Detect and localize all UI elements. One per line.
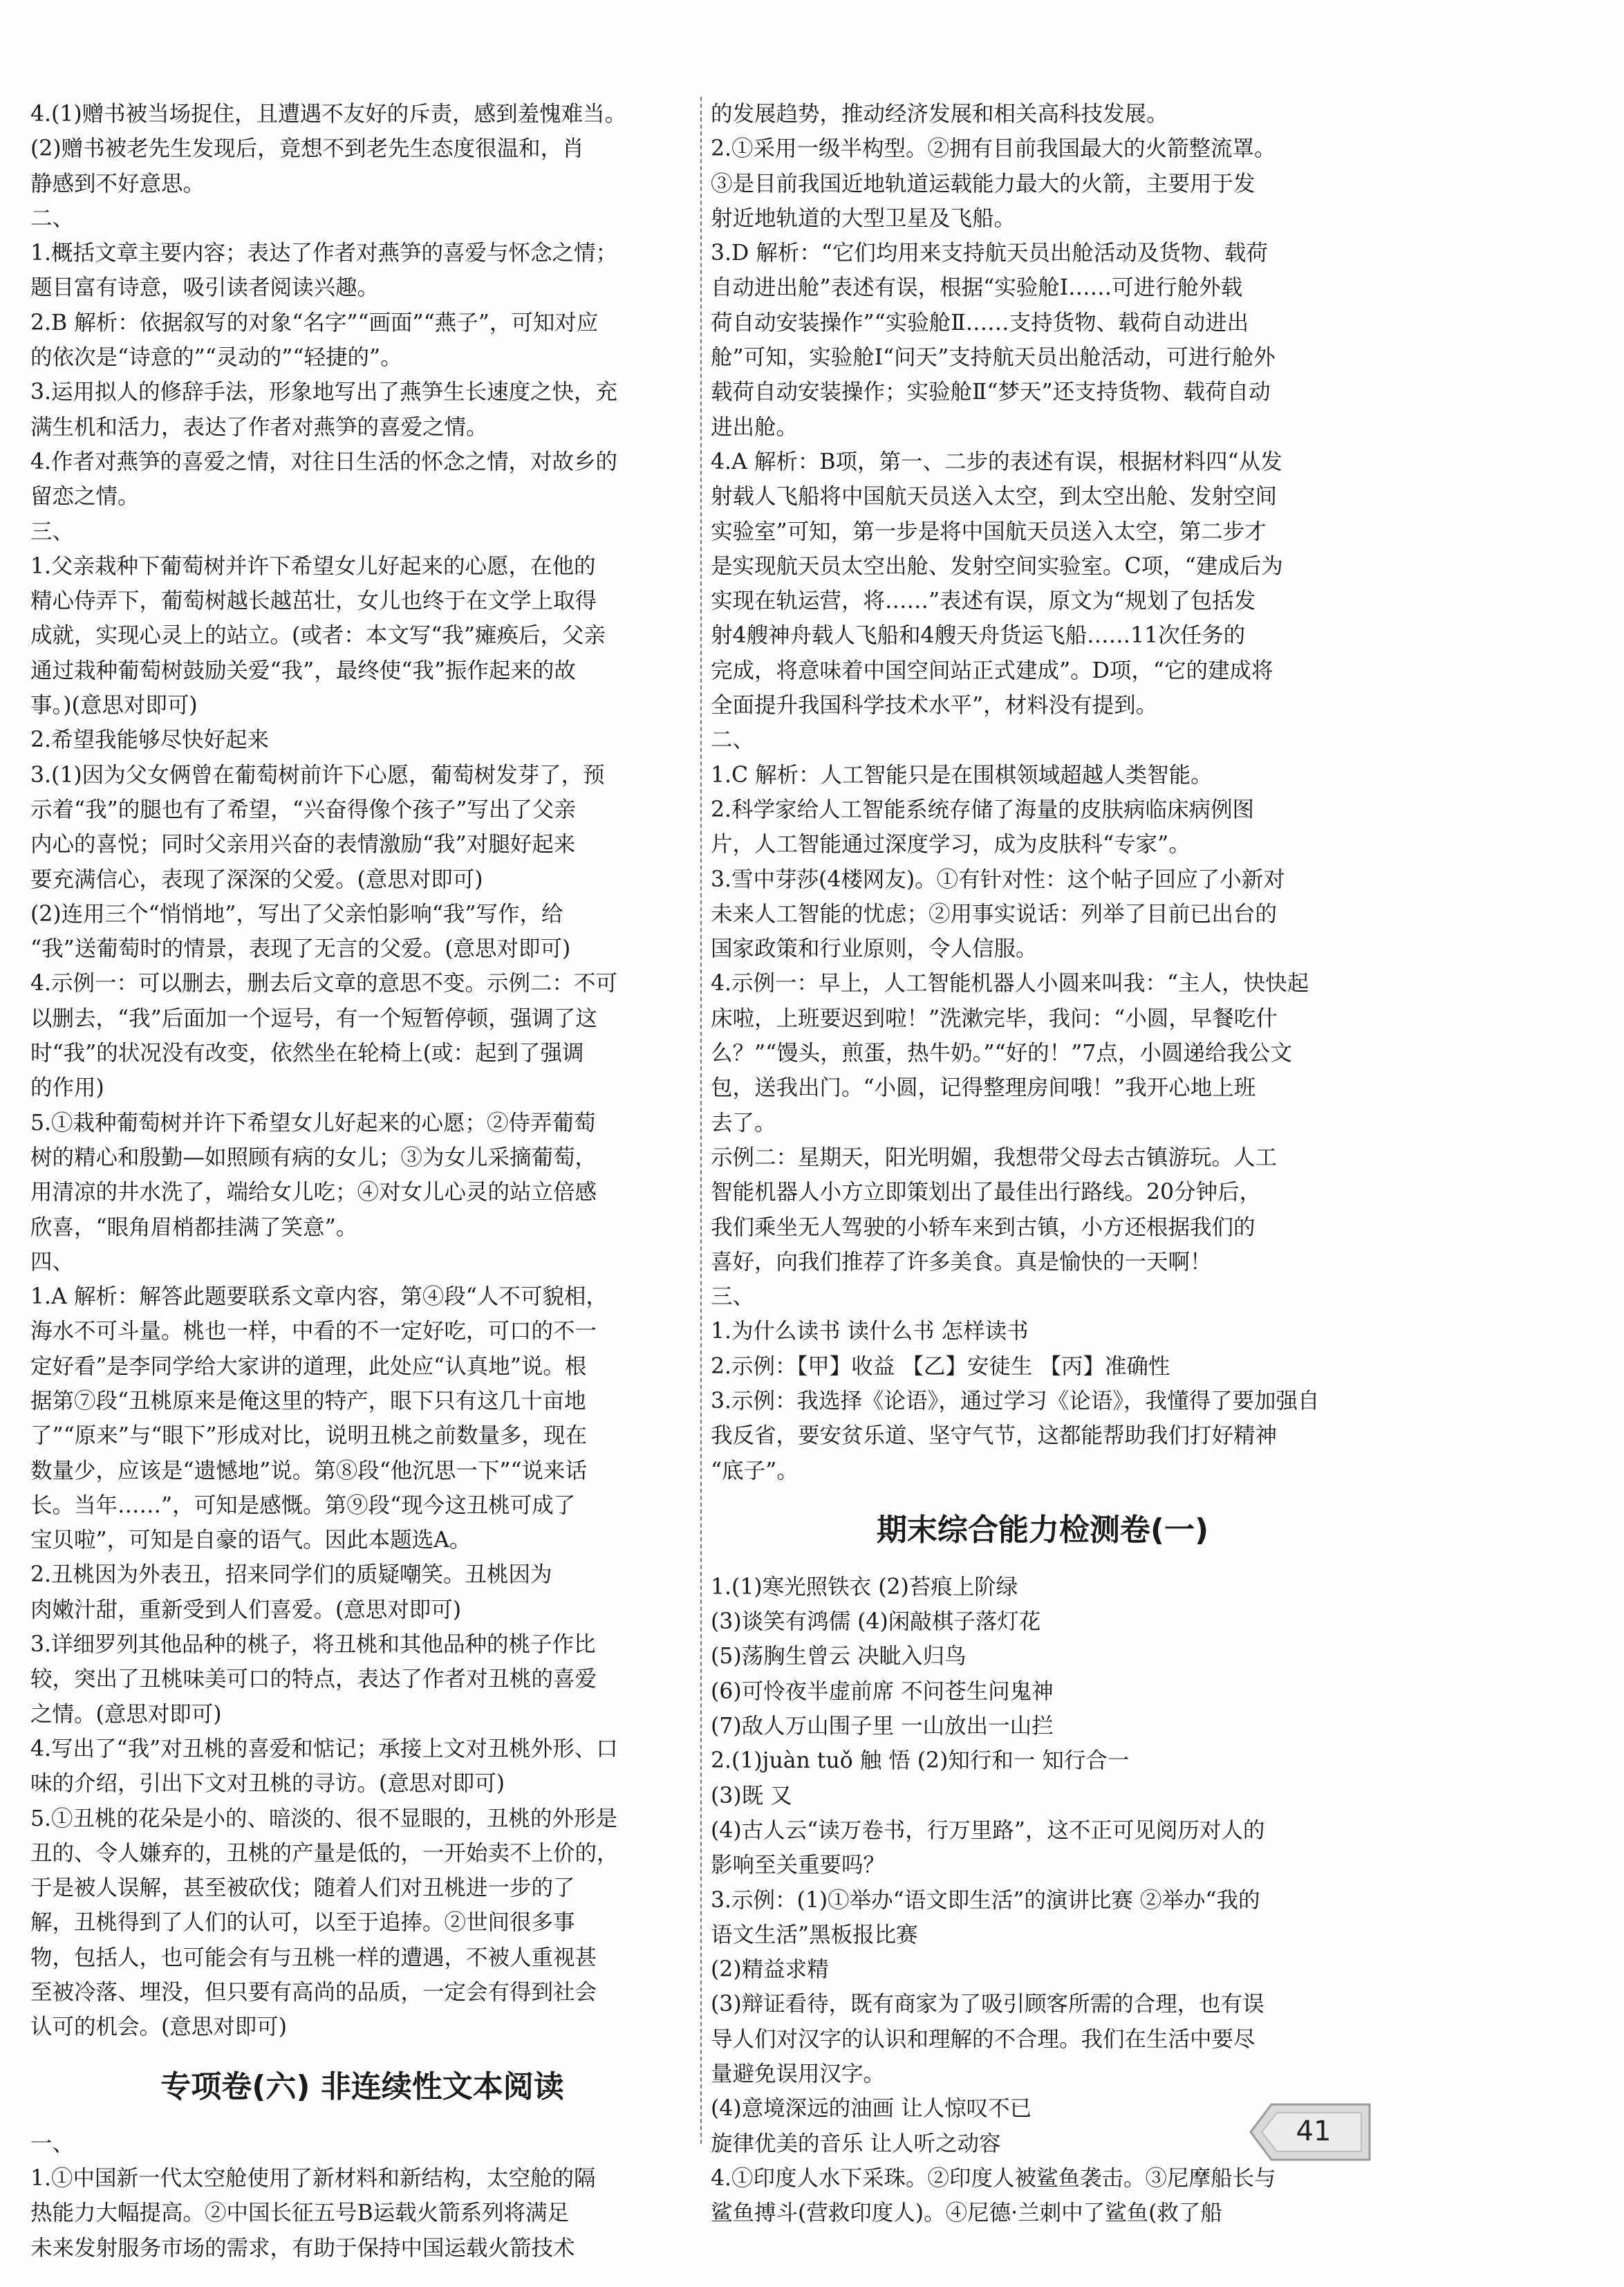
answer-line: 影响至关重要吗？ [711,1853,886,1878]
answer-line: 静感到不好意思。 [30,171,205,196]
answer-line: 导人们对汉字的认识和理解的不合理。我们在生活中要尽 [711,2026,1256,2052]
page-number: 41 [1296,2115,1332,2147]
answer-line: 完成，将意味着中国空间站正式建成”。D项，“它的建成将 [711,658,1273,683]
answer-line: 射4艘神舟载人飞船和4艘天舟货运飞船……11次任务的 [711,623,1246,649]
right-column [711,97,1374,2231]
answer-line: 旋律优美的音乐 让人听之动容 [711,2131,1001,2156]
answer-line: 长。当年……”，可知是感慨。第⑨段“现今这丑桃可成了 [30,1492,576,1518]
answer-line: 未来人工智能的忧虑；②用事实说话：列举了目前已出台的 [711,901,1278,927]
answer-line: (3)既 又 [711,1783,792,1808]
answer-line: 的发展趋势，推动经济发展和相关高科技发展。 [711,102,1168,127]
answer-line: 量避免误用汉字。 [711,2062,886,2087]
answer-line: 4.A 解析：B项，第一、二步的表述有误，根据材料四“从发 [711,449,1282,474]
answer-line: 3.D 解析：“它们均用来支持航天员出舱活动及货物、载荷 [711,241,1268,266]
answer-line: 舱”可知，实验舱Ⅰ“问天”支持航天员出舱活动，可进行舱外 [711,345,1276,371]
answer-line: (3)谈笑有鸿儒 (4)闲敲棋子落灯花 [711,1609,1041,1635]
section-heading-left: 专项卷(六) 非连续性文本阅读 [160,2068,564,2104]
answer-line: 2.①采用一级半构型。②拥有目前我国最大的火箭整流罩。 [711,136,1276,162]
answer-line: 成就，实现心灵上的站立。(或者：本文写“我”瘫痪后，父亲 [30,623,606,649]
answer-line: 2.希望我能够尽快好起来 [30,728,270,753]
answer-line: 全面提升我国科学技术水平”，材料没有提到。 [711,693,1158,719]
answer-line: 2.(1)juàn tuǒ 触 悟 (2)知行和一 知行合一 [711,1748,1130,1774]
answer-line: 的作用) [30,1075,104,1101]
answer-line: (2)连用三个“悄悄地”，写出了父亲怕影响“我”写作，给 [30,901,563,927]
answer-line: 肉嫩汁甜，重新受到人们喜爱。(意思对即可) [30,1597,462,1622]
answer-line: 3.运用拟人的修辞手法，形象地写出了燕笋生长速度之快，充 [30,380,618,405]
answer-line: 至被冷落、埋没，但只要有高尚的品质，一定会有得到社会 [30,1980,597,2006]
answer-line: 我反省，要安贫乐道、坚守气节，这都能帮助我们打好精神 [711,1423,1278,1449]
answer-line: (4)古人云“读万卷书，行万里路”，这不正可见阅历对人的 [711,1817,1265,1843]
answer-line: 数量少，应该是“遗憾地”说。第⑧段“他沉思一下”“说来话 [30,1458,588,1483]
answer-line: 二、 [30,205,75,231]
answer-line: 1.父亲栽种下葡萄树并许下希望女儿好起来的心愿，在他的 [30,553,596,579]
answer-line: 1.概括文章主要内容；表达了作者对燕笋的喜爱与怀念之情； [30,241,618,266]
answer-line: 内心的喜悦；同时父亲用兴奋的表情激励“我”对腿好起来 [30,832,576,858]
answer-line: 3.示例：我选择《论语》，通过学习《论语》，我懂得了要加强自 [711,1388,1320,1414]
answer-line: 认可的机会。(意思对即可) [30,2015,288,2040]
answer-line: 智能机器人小方立即策划出了最佳出行路线。20分钟后， [711,1180,1262,1205]
answer-line: 国家政策和行业原则，令人信服。 [711,936,1038,962]
answer-line: 时“我”的状况没有改变，依然坐在轮椅上(或：起到了强调 [30,1041,584,1066]
answer-line: 4.作者对燕笋的喜爱之情，对往日生活的怀念之情，对故乡的 [30,449,618,474]
answer-line: 定好看”是李同学给大家讲的道理，此处应“认真地”说。根 [30,1353,587,1379]
page-number-badge [1248,2099,1372,2165]
answer-line: 5.①丑桃的花朵是小的、暗淡的、很不显眼的，丑桃的外形是 [30,1806,618,1831]
answer-line: 事。)(意思对即可) [30,693,198,719]
answer-line: 2.B 解析：依据叙写的对象“名字”“画面”“燕子”，可知对应 [30,310,599,335]
answer-line: 4.示例一：早上，人工智能机器人小圆来叫我：“主人，快快起 [711,971,1309,997]
answer-line: 包，送我出门。“小圆，记得整理房间哦！”我开心地上班 [711,1075,1256,1101]
answer-line: 示例二：星期天，阳光明媚，我想带父母去古镇游玩。人工 [711,1145,1278,1170]
answer-line: 片，人工智能通过深度学习，成为皮肤科“专家”。 [711,832,1191,858]
answer-line: (7)敌人万山围子里 一山放出一山拦 [711,1714,1054,1739]
answer-line: 用清凉的井水洗了，端给女儿吃；④对女儿心灵的站立倍感 [30,1180,597,1205]
answer-line: 未来发射服务市场的需求，有助于保持中国运载火箭技术 [30,2235,575,2261]
answer-line: 4.示例一：可以删去，删去后文章的意思不变。示例二：不可 [30,971,618,997]
answer-line: 我们乘坐无人驾驶的小轿车来到古镇，小方还根据我们的 [711,1214,1256,1240]
answer-line: 树的精心和殷勤—如照顾有病的女儿；③为女儿采摘葡萄， [30,1145,597,1170]
answer-line: 3.示例：(1)①举办“语文即生活”的演讲比赛 ②举办“我的 [711,1887,1260,1913]
answer-line: 解，丑桃得到了人们的认可，以至于追捧。②世间很多事 [30,1910,575,1936]
answer-line: 是实现航天员太空出舱、发射空间实验室。C项，“建成后为 [711,553,1283,579]
answer-line: 2.科学家给人工智能系统存储了海量的皮肤病临床病例图 [711,797,1255,822]
answer-line: 物，包括人，也可能会有与丑桃一样的遭遇，不被人重视甚 [30,1945,597,1970]
answer-line: 的依次是“诗意的”“灵动的”“轻捷的”。 [30,345,402,371]
answer-line: 1.(1)寒光照铁衣 (2)苔痕上阶绿 [711,1574,1018,1600]
answer-line: 荷自动安装操作”“实验舱Ⅱ……支持货物、载荷自动进出 [711,310,1249,335]
answer-line: 射近地轨道的大型卫星及飞船。 [711,205,1016,231]
answer-line: 三、 [711,1284,755,1310]
answer-line: 鲨鱼搏斗(营救印度人)。④尼德·兰刺中了鲨鱼(救了船 [711,2201,1222,2226]
answer-line: 满生机和活力，表达了作者对燕笋的喜爱之情。 [30,414,488,440]
answer-line: (2)赠书被老先生发现后，竟想不到老先生态度很温和，肖 [30,136,584,162]
answer-line: 较，突出了丑桃味美可口的特点，表达了作者对丑桃的喜爱 [30,1667,597,1692]
answer-line: 二、 [711,728,755,753]
answer-line: 1.A 解析：解答此题要联系文章内容，第④段“人不可貌相， [30,1284,608,1310]
answer-line: 四、 [30,1249,75,1275]
answer-line: 精心侍弄下，葡萄树越长越茁壮，女儿也终于在文学上取得 [30,589,597,614]
answer-line: 载荷自动安装操作；实验舱Ⅱ“梦天”还支持货物、载荷自动 [711,380,1271,405]
answer-line: 题目富有诗意，吸引读者阅读兴趣。 [30,275,380,301]
answer-line: 海水不可斗量。桃也一样，中看的不一定好吃，可口的不一 [30,1319,597,1344]
answer-line: 2.示例：【甲】收益 【乙】安徒生 【丙】准确性 [711,1353,1170,1379]
answer-line: 之情。(意思对即可) [30,1701,222,1727]
answer-line: 留恋之情。 [30,484,140,510]
answer-line: 1.为什么读书 读什么书 怎样读书 [711,1319,1029,1344]
answer-line: 3.详细罗列其他品种的桃子，将丑桃和其他品种的桃子作比 [30,1632,596,1658]
answer-line: 热能力大幅提高。②中国长征五号B运载火箭系列将满足 [30,2201,570,2226]
answer-line: 语文生活”黑板报比赛 [711,1922,918,1947]
answer-line: 示着“我”的腿也有了希望，“兴奋得像个孩子”写出了父亲 [30,797,576,822]
answer-line: (6)可怜夜半虚前席 不问苍生问鬼神 [711,1678,1054,1704]
answer-line: 丑的、令人嫌弃的，丑桃的产量是低的，一开始卖不上价的， [30,1840,619,1866]
answer-line: 实验室”可知，第一步是将中国航天员送入太空，第二步才 [711,519,1267,544]
answer-line: 射载人飞船将中国航天员送入太空，到太空出舱、发射空间 [711,484,1278,510]
answer-line: ③是目前我国近地轨道运载能力最大的火箭，主要用于发 [711,171,1256,196]
answer-line: (2)精益求精 [711,1957,829,1983]
answer-line: 3.(1)因为父女俩曾在葡萄树前许下心愿，葡萄树发芽了，预 [30,762,605,788]
answer-line: 么？”“馒头，煎蛋，热牛奶。”“好的！”7点，小圆递给我公文 [711,1041,1292,1066]
right-answer-lines [711,97,1374,1488]
answer-line: 要充满信心，表现了深深的父爱。(意思对即可) [30,867,483,892]
answer-line: (4)意境深远的油画 让人惊叹不已 [711,2096,1032,2122]
answer-line: 5.①栽种葡萄树并许下希望女儿好起来的心愿；②侍弄葡萄 [30,1110,596,1136]
answer-line: 宝贝啦”，可知是自豪的语气。因此本题选A。 [30,1528,472,1553]
answer-line: 三、 [30,519,75,544]
section-heading-right: 期末综合能力检测卷(一) [876,1512,1209,1548]
answer-line: 了”“原来”与“眼下”形成对比，说明丑桃之前数量多，现在 [30,1423,588,1449]
answer-line: 据第⑦段“丑桃原来是俺这里的特产，眼下只有这几十亩地 [30,1388,586,1414]
answer-line: 一、 [30,2131,75,2156]
left-column [30,97,694,2266]
answer-line: 以删去，“我”后面加一个逗号，有一个短暂停顿，强调了这 [30,1006,597,1031]
left-tail-lines [30,2127,694,2266]
answer-line: 1.C 解析：人工智能只是在围棋领域超越人类智能。 [711,762,1213,788]
answer-line: 味的介绍，引出下文对丑桃的寻访。(意思对即可) [30,1771,505,1797]
answer-line: 2.丑桃因为外表丑，招来同学们的质疑嘲笑。丑桃因为 [30,1562,552,1588]
answer-line: 实现在轨运营，将……”表述有误，原文为“规划了包括发 [711,589,1256,614]
answer-line: 4.(1)赠书被当场捉住，且遭遇不友好的斥责，感到羞愧难当。 [30,102,627,127]
answer-line: 进出舱。 [711,414,799,440]
answer-line: 去了。 [711,1110,776,1136]
answer-line: (5)荡胸生曾云 决眦入归鸟 [711,1644,967,1669]
answer-line: 1.①中国新一代太空舱使用了新材料和新结构，太空舱的隔 [30,2165,596,2191]
left-answer-lines [30,97,694,2045]
answer-line: 喜好，向我们推荐了许多美食。真是愉快的一天啊！ [711,1249,1212,1275]
answer-line: 于是被人误解，甚至被砍伐；随着人们对丑桃进一步的了 [30,1876,575,1901]
answer-line: 3.雪中芽莎(4楼网友)。①有针对性：这个帖子回应了小新对 [711,867,1285,892]
answer-line: 4.写出了“我”对丑桃的喜爱和惦记；承接上文对丑桃外形、口 [30,1736,618,1761]
answer-line: “我”送葡萄时的情景，表现了无言的父爱。(意思对即可) [30,936,571,962]
answer-line: 通过栽种葡萄树鼓励关爱“我”，最终使“我”振作起来的故 [30,658,576,683]
answer-line: 欣喜，“眼角眉梢都挂满了笑意”。 [30,1214,358,1240]
column-divider [700,97,702,2144]
answer-line: 自动进出舱”表述有误，根据“实验舱Ⅰ……可进行舱外载 [711,275,1243,301]
answer-line: “底子”。 [711,1458,799,1483]
answer-line: 4.①印度人水下采珠。②印度人被鲨鱼袭击。③尼摩船长与 [711,2165,1276,2191]
answer-line: 床啦，上班要迟到啦！”洗漱完毕，我问：“小圆，早餐吃什 [711,1006,1278,1031]
answer-line: (3)辩证看待，既有商家为了吸引顾客所需的合理，也有误 [711,1992,1264,2017]
